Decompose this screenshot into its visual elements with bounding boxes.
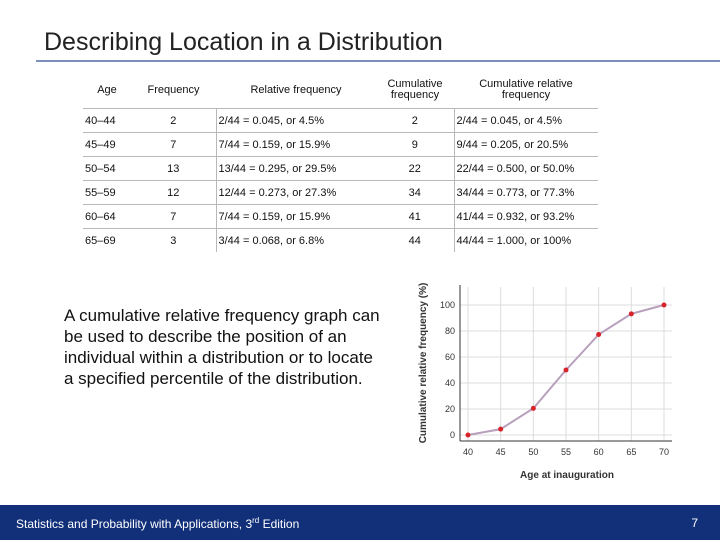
table-row xyxy=(83,133,598,157)
data-point xyxy=(531,406,536,411)
cell-cumulative-frequency: 34 xyxy=(376,181,454,205)
y-tick-label: 60 xyxy=(444,352,455,362)
cell-age: 65–69 xyxy=(83,229,131,253)
cell-relative-frequency: 7/44 = 0.159, or 15.9% xyxy=(216,133,376,157)
table-row xyxy=(83,205,598,229)
cell-cumulative-frequency: 41 xyxy=(376,205,454,229)
x-tick-label: 45 xyxy=(495,447,506,457)
data-point xyxy=(629,311,634,316)
table-row xyxy=(83,181,598,205)
cell-frequency: 2 xyxy=(131,109,216,133)
cell-age: 60–64 xyxy=(83,205,131,229)
footer-title-end: Edition xyxy=(259,517,300,531)
header-cumulative-frequency: Cumulative frequency xyxy=(387,78,443,101)
cell-cumulative-relative-frequency: 34/44 = 0.773, or 77.3% xyxy=(454,181,598,205)
cumulative-frequency-chart xyxy=(410,275,685,485)
y-tick-label: 40 xyxy=(444,378,455,388)
cell-age: 55–59 xyxy=(83,181,131,205)
footer-superscript: rd xyxy=(252,516,260,525)
y-tick-label: 80 xyxy=(444,326,455,336)
footer-title: Statistics and Probability with Applications, 3 xyxy=(16,517,253,531)
table-row xyxy=(83,229,598,253)
x-tick-label: 40 xyxy=(462,447,474,457)
cell-frequency: 7 xyxy=(131,205,216,229)
header-frequency: Frequency xyxy=(147,83,200,96)
cell-cumulative-relative-frequency: 2/44 = 0.045, or 4.5% xyxy=(454,109,598,133)
cell-relative-frequency: 12/44 = 0.273, or 27.3% xyxy=(216,181,376,205)
data-point xyxy=(564,368,569,373)
x-axis-label: Age at inauguration xyxy=(520,470,614,481)
cell-age: 40–44 xyxy=(83,109,131,133)
cell-age: 50–54 xyxy=(83,157,131,181)
cell-frequency: 3 xyxy=(131,229,216,253)
header-age: Age xyxy=(97,83,117,96)
data-point xyxy=(498,427,503,432)
footer-text xyxy=(16,516,299,531)
x-tick-label: 65 xyxy=(626,447,637,457)
cell-cumulative-frequency: 9 xyxy=(376,133,454,157)
cell-relative-frequency: 13/44 = 0.295, or 29.5% xyxy=(216,157,376,181)
table-row xyxy=(83,157,598,181)
x-tick-label: 60 xyxy=(593,447,604,457)
header-relative-frequency: Relative frequency xyxy=(250,83,342,96)
cell-relative-frequency: 2/44 = 0.045, or 4.5% xyxy=(216,109,376,133)
data-point xyxy=(662,303,667,308)
cell-age: 45–49 xyxy=(83,133,131,157)
cell-cumulative-relative-frequency: 44/44 = 1.000, or 100% xyxy=(454,229,598,253)
table-header-row xyxy=(83,72,598,109)
data-point xyxy=(596,332,601,337)
page-number: 7 xyxy=(691,516,698,530)
x-tick-label: 70 xyxy=(658,447,670,457)
cell-cumulative-frequency: 44 xyxy=(376,229,454,253)
cell-relative-frequency: 7/44 = 0.159, or 15.9% xyxy=(216,205,376,229)
cell-cumulative-relative-frequency: 9/44 = 0.205, or 20.5% xyxy=(454,133,598,157)
description-text: A cumulative relative frequency graph can be used to describe the position of an individual within a distribution or to locate a specified percentile of the distribution. xyxy=(64,306,380,388)
title-underline xyxy=(36,60,720,62)
y-tick-label: 0 xyxy=(449,430,455,440)
data-point xyxy=(466,433,471,438)
cell-frequency: 13 xyxy=(131,157,216,181)
cell-cumulative-frequency: 2 xyxy=(376,109,454,133)
x-tick-label: 50 xyxy=(528,447,539,457)
header-cumulative-relative-frequency: Cumulative relative frequency xyxy=(479,78,573,101)
cell-frequency: 12 xyxy=(131,181,216,205)
cell-cumulative-relative-frequency: 22/44 = 0.500, or 50.0% xyxy=(454,157,598,181)
x-tick-label: 55 xyxy=(560,447,572,457)
y-tick-label: 100 xyxy=(439,300,455,310)
slide-title: Describing Location in a Distribution xyxy=(44,28,443,56)
cell-cumulative-relative-frequency: 41/44 = 0.932, or 93.2% xyxy=(454,205,598,229)
y-axis-label: Cumulative relative frequency (%) xyxy=(418,282,429,444)
y-tick-label: 20 xyxy=(444,404,455,414)
frequency-table xyxy=(83,72,598,252)
footer-bar xyxy=(0,505,720,540)
table-row xyxy=(83,109,598,133)
cell-cumulative-frequency: 22 xyxy=(376,157,454,181)
cell-relative-frequency: 3/44 = 0.068, or 6.8% xyxy=(216,229,376,253)
cell-frequency: 7 xyxy=(131,133,216,157)
